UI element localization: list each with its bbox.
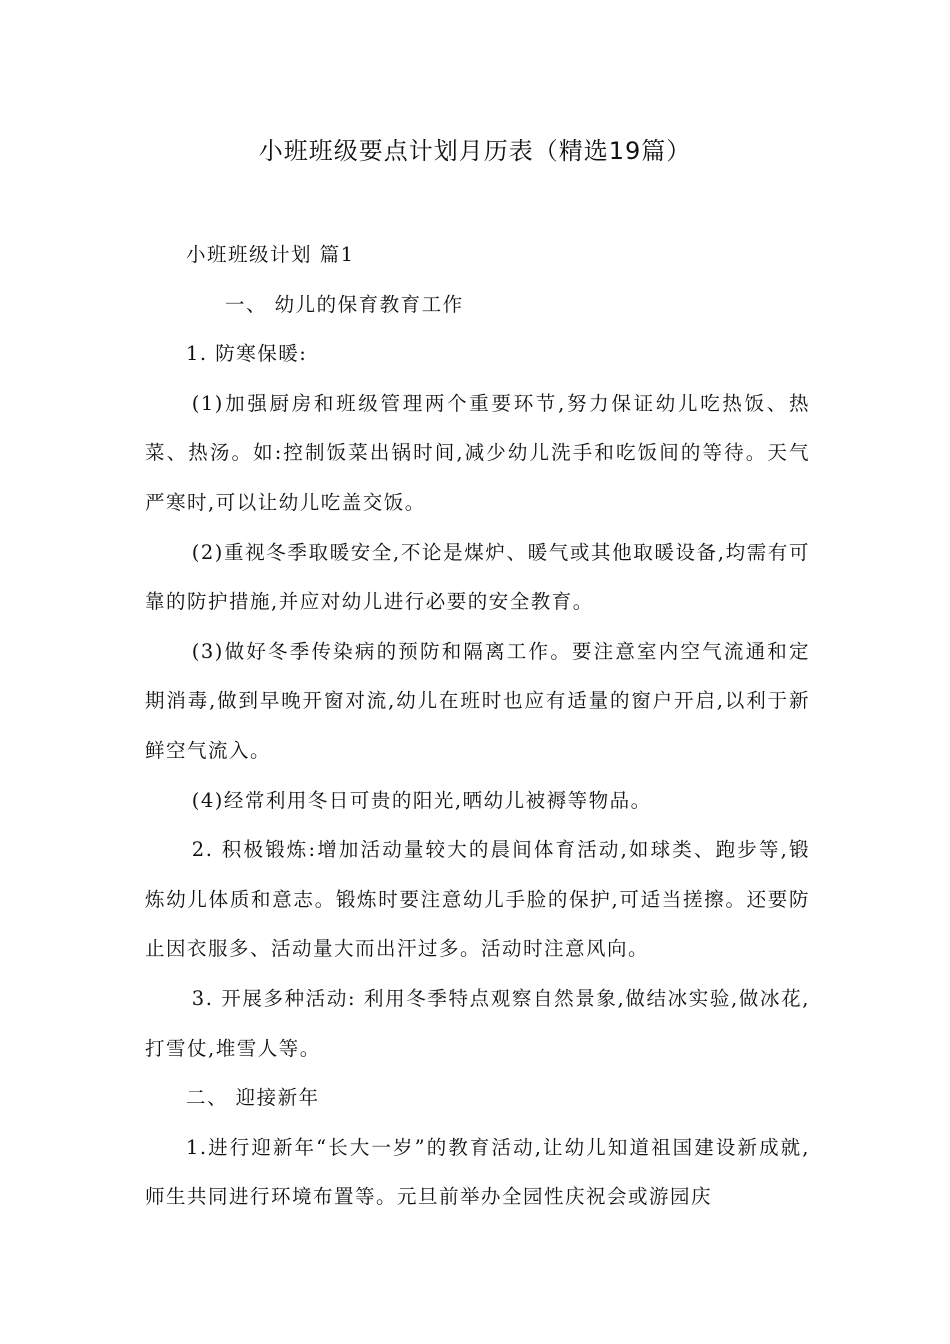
- paragraph-item-2: (2)重视冬季取暖安全,不论是煤炉、暖气或其他取暖设备,均需有可靠的防护措施,并应对幼儿进行必要的安全教育。: [145, 540, 810, 614]
- page-title: 小班班级要点计划月历表（精选19篇）: [258, 137, 692, 165]
- paragraph-exercise: 2. 积极锻炼:增加活动量较大的晨间体育活动,如球类、跑步等,锻炼幼儿体质和意志。锻炼时要注意幼儿手脸的保护,可适当搓擦。还要防止因衣服多、活动量大而出汗过多。活动时注意风向。: [145, 838, 810, 961]
- document-body: [145, 230, 810, 1222]
- paragraph-new-year: 1.进行迎新年“长大一岁”的教育活动,让幼儿知道祖国建设新成就,师生共同进行环境布置等。元旦前举办全园性庆祝会或游园庆: [145, 1135, 810, 1209]
- subheading-1: 1. 防寒保暖:: [185, 342, 308, 366]
- paragraph-item-1: (1)加强厨房和班级管理两个重要环节,努力保证幼儿吃热饭、热菜、热汤。如:控制饭菜出锅时间,减少幼儿洗手和吃饭间的等待。天气严寒时,可以让幼儿吃盖交饭。: [145, 391, 810, 514]
- paragraph-activities: 3. 开展多种活动: 利用冬季特点观察自然景象,做结冰实验,做冰花,打雪仗,堆雪人等。: [145, 986, 810, 1060]
- paragraph-item-3: (3)做好冬季传染病的预防和隔离工作。要注意室内空气流通和定期消毒,做到早晚开窗对流,幼儿在班时也应有适量的窗户开启,以利于新鲜空气流入。: [145, 639, 810, 762]
- paragraph-item-4: (4)经常利用冬日可贵的阳光,晒幼儿被褥等物品。: [191, 788, 652, 812]
- section-heading: 小班班级计划 篇1: [185, 243, 355, 266]
- chapter-heading-1: 一、 幼儿的保育教育工作: [224, 292, 464, 316]
- chapter-heading-2: 二、 迎接新年: [185, 1086, 320, 1110]
